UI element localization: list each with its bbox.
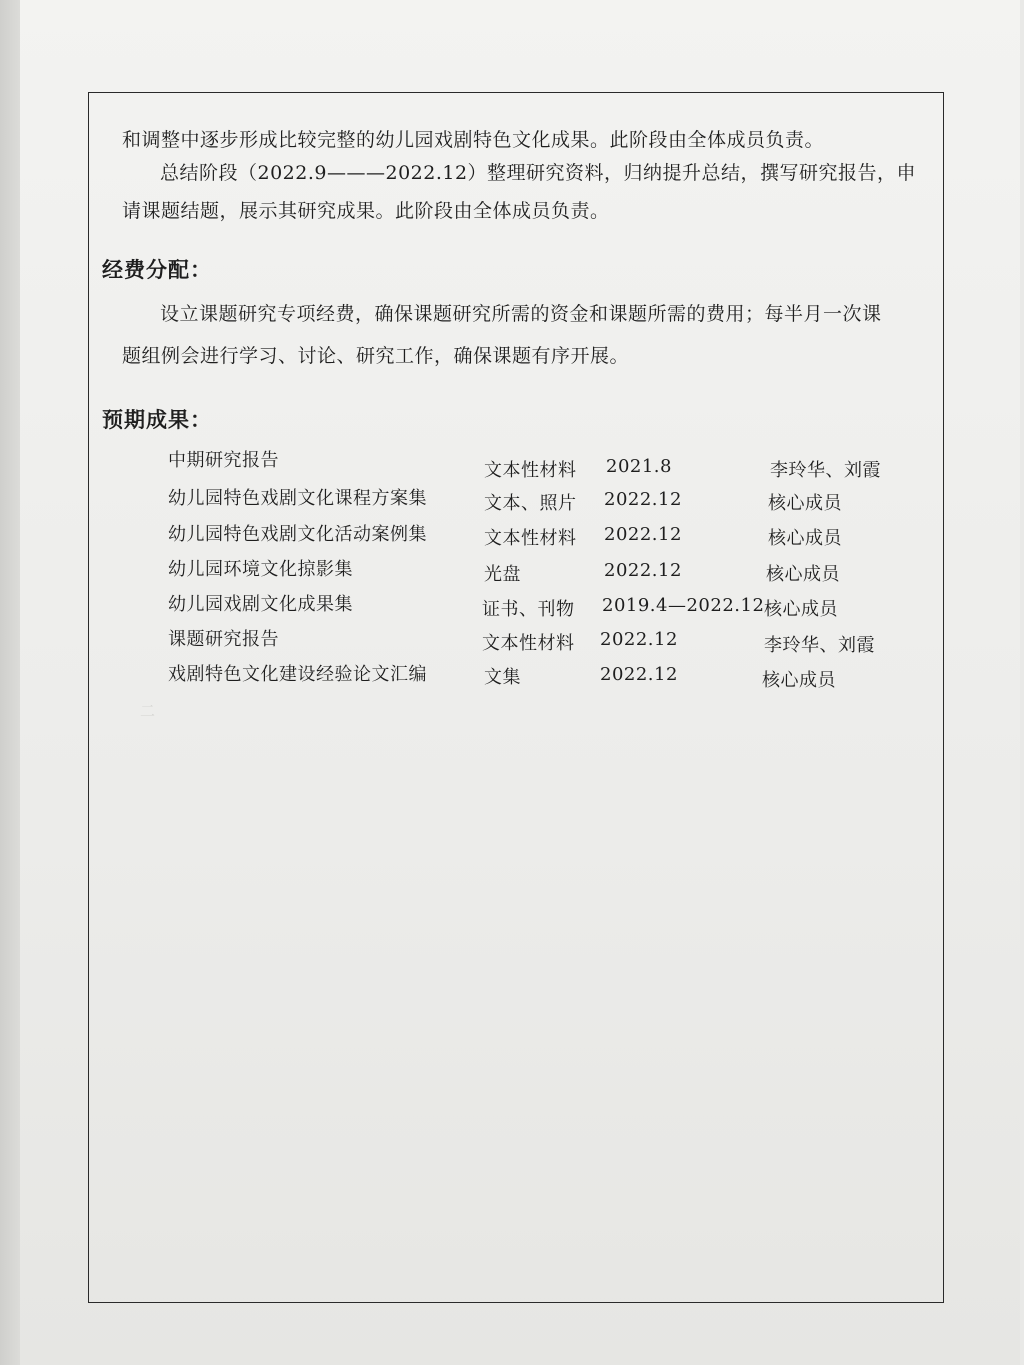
outcome-form: 光盘: [484, 564, 521, 585]
outcome-owner: 李玲华、刘霞: [770, 460, 881, 481]
outcome-owner: 核心成员: [766, 564, 840, 585]
paragraph-stage-adjust: 和调整中逐步形成比较完整的幼儿园戏剧特色文化成果。此阶段由全体成员负责。: [122, 129, 825, 151]
outcome-owner: 核心成员: [764, 599, 838, 620]
outcome-name: 中期研究报告: [168, 450, 279, 471]
outcome-date: 2022.12: [600, 629, 678, 650]
outcome-owner: 核心成员: [762, 670, 836, 691]
outcome-name: 幼儿园特色戏剧文化活动案例集: [168, 524, 427, 545]
outcome-name: 幼儿园特色戏剧文化课程方案集: [168, 488, 427, 509]
heading-funding: 经费分配：: [102, 258, 212, 282]
outcome-owner: 核心成员: [768, 528, 842, 549]
paragraph-funding: 设立课题研究专项经费，确保课题研究所需的资金和课题所需的费用；每半月一次课: [160, 303, 882, 325]
outcome-date: 2019.4—2022.12: [602, 595, 765, 616]
document-frame: [88, 92, 944, 1303]
outcome-date: 2022.12: [604, 489, 682, 510]
paragraph-summary-stage-cont: 请课题结题，展示其研究成果。此阶段由全体成员负责。: [122, 200, 610, 222]
outcome-name: 幼儿园环境文化掠影集: [168, 559, 353, 580]
outcome-date: 2021.8: [606, 456, 672, 477]
outcome-owner: 核心成员: [768, 493, 842, 514]
outcome-date: 2022.12: [604, 560, 682, 581]
outcome-name: 幼儿园戏剧文化成果集: [168, 594, 353, 615]
show-through-text: 二: [140, 702, 464, 720]
outcome-form: 证书、刊物: [482, 599, 575, 620]
outcome-form: 文集: [484, 667, 521, 688]
outcome-form: 文本性材料: [482, 633, 575, 654]
outcome-name: 戏剧特色文化建设经验论文汇编: [168, 664, 427, 685]
outcome-owner: 李玲华、刘霞: [764, 635, 875, 656]
outcome-name: 课题研究报告: [168, 629, 279, 650]
outcome-form: 文本性材料: [484, 528, 577, 549]
paragraph-summary-stage: 总结阶段（2022.9———2022.12）整理研究资料，归纳提升总结，撰写研究报告，申: [160, 162, 917, 184]
outcome-form: 文本性材料: [484, 460, 577, 481]
outcome-form: 文本、照片: [484, 493, 577, 514]
outcome-date: 2022.12: [604, 524, 682, 545]
outcome-date: 2022.12: [600, 664, 678, 685]
heading-outcomes: 预期成果：: [102, 408, 212, 432]
paragraph-funding-cont: 题组例会进行学习、讨论、研究工作，确保课题有序开展。: [122, 345, 630, 367]
